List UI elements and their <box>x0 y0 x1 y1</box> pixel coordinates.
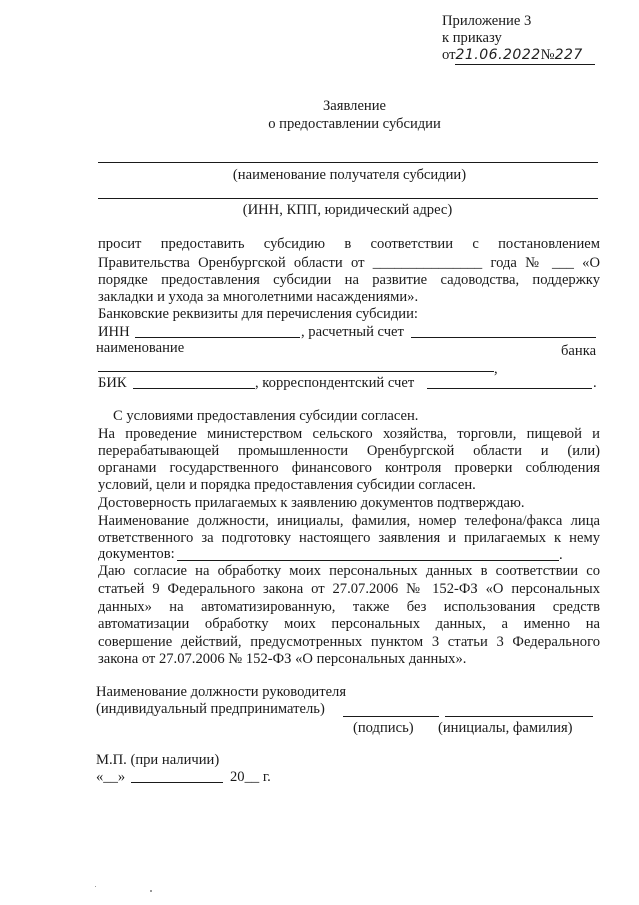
conditions-line-11: статьей 9 Федерального закона от 27.07.2006 № 152-ФЗ «О персональных <box>98 581 600 597</box>
handwritten-order-number: 227 <box>554 47 583 63</box>
bank-name-blank <box>98 371 494 372</box>
inn-blank <box>135 337 300 338</box>
date-year: 20__ г. <box>230 769 271 785</box>
responsible-period: . <box>559 547 563 563</box>
account-label: , расчетный счет <box>301 324 404 340</box>
date-month-blank <box>131 782 223 783</box>
bank-word: банка <box>561 343 597 359</box>
conditions-line-8: ответственного за подготовку настоящего заявления и прилагаемых к нему <box>98 530 600 546</box>
name-caption: (инициалы, фамилия) <box>438 720 573 736</box>
entrepreneur-label: (индивидуальный предприниматель) <box>96 701 325 717</box>
recipient-name-blank <box>98 162 598 163</box>
conditions-line-1: С условиями предоставления субсидии согласен. <box>113 408 419 424</box>
paragraph-line-2: Правительства Оренбургской области от _______________ года № ___ «О <box>98 255 600 271</box>
corr-account-blank <box>427 388 592 389</box>
conditions-line-12: данных» на автоматизированную, также без использования средств <box>98 599 600 615</box>
order-underline <box>455 64 595 65</box>
number-sign: № <box>540 47 555 63</box>
conditions-line-4: органами государственного финансового контроля проверки соблюдения <box>98 460 600 476</box>
name-blank <box>445 716 593 717</box>
paragraph-line-4: закладки и ухода за многолетними насаждениями». <box>98 289 419 305</box>
inn-label: ИНН <box>98 324 130 340</box>
conditions-line-5: условий, цели и порядка предоставления субсидии согласен. <box>98 477 476 493</box>
bank-name-comma: , <box>494 361 498 377</box>
paragraph-line-1: просит предоставить субсидию в соответствии с постановлением <box>98 236 600 252</box>
corr-period: . <box>593 375 597 391</box>
recipient-caption: (наименование получателя субсидии) <box>232 167 467 183</box>
conditions-line-2: На проведение министерством сельского хозяйства, торговли, пищевой и <box>98 426 600 442</box>
signature-blank <box>343 716 439 717</box>
stamp-label: М.П. (при наличии) <box>96 752 220 768</box>
bik-blank <box>133 388 255 389</box>
conditions-line-9: документов: <box>98 546 175 562</box>
account-blank <box>411 337 596 338</box>
inn-kpp-caption: (ИНН, КПП, юридический адрес) <box>242 202 453 218</box>
bank-header: Банковские реквизиты для перечисления субсидии: <box>98 306 418 322</box>
conditions-line-15: закона от 27.07.2006 № 152-ФЗ «О персональных данных». <box>98 651 467 667</box>
handwritten-order-date: 21.06.2022 <box>455 47 541 63</box>
responsible-person-blank <box>177 560 559 561</box>
bik-label: БИК <box>98 375 127 391</box>
date-day: «__» <box>96 769 126 785</box>
conditions-line-3: перерабатывающей промышленности Оренбургской области и (или) <box>98 443 600 459</box>
attachment-order-line <box>442 48 583 63</box>
conditions-line-7: Наименование должности, инициалы, фамилия, номер телефона/факса лица <box>98 513 600 529</box>
scan-speck <box>95 886 96 887</box>
attachment-line-1: Приложение 3 <box>442 13 532 29</box>
bank-name-label: наименование <box>96 340 185 356</box>
scan-speck <box>150 890 152 892</box>
signature-caption: (подпись) <box>353 720 414 736</box>
paragraph-line-3: порядке предоставления субсидии на развитие садоводства, поддержку <box>98 272 600 288</box>
conditions-line-13: автоматизации обработку моих персональных данных, а именно на <box>98 616 600 632</box>
head-position-label: Наименование должности руководителя <box>96 684 347 700</box>
title-line-1: Заявление <box>322 98 387 114</box>
title-line-2: о предоставлении субсидии <box>268 116 441 132</box>
attachment-from-label: от <box>442 47 456 63</box>
conditions-line-14: совершение действий, предусмотренных пунктом 3 статьи 3 Федерального <box>98 634 600 650</box>
conditions-line-10: Даю согласие на обработку моих персональных данных в соответствии со <box>98 563 600 579</box>
corr-account-label: , корреспондентский счет <box>255 375 415 391</box>
inn-kpp-blank <box>98 198 598 199</box>
conditions-line-6: Достоверность прилагаемых к заявлению документов подтверждаю. <box>98 495 525 511</box>
attachment-line-2: к приказу <box>442 30 502 46</box>
